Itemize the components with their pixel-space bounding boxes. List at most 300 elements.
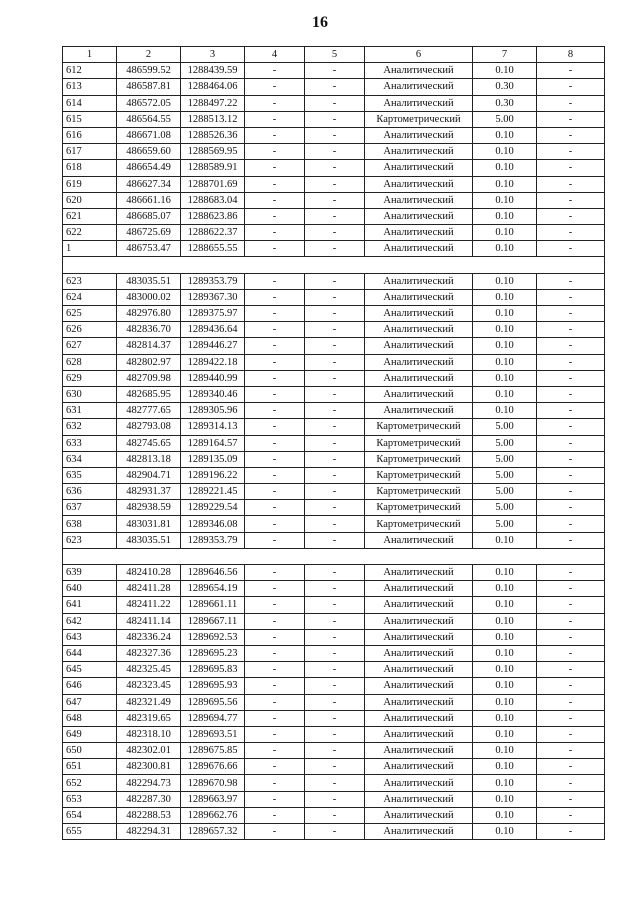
table-cell: - bbox=[245, 289, 305, 305]
table-cell: - bbox=[245, 759, 305, 775]
table-cell: 0.10 bbox=[473, 597, 537, 613]
table-cell: 1289440.99 bbox=[181, 370, 245, 386]
table-cell: - bbox=[245, 467, 305, 483]
table-cell: 482410.28 bbox=[117, 565, 181, 581]
table-cell: 486725.69 bbox=[117, 225, 181, 241]
table-cell: 1288589.91 bbox=[181, 160, 245, 176]
table-cell: - bbox=[537, 338, 605, 354]
table-cell: - bbox=[537, 306, 605, 322]
table-cell: - bbox=[305, 694, 365, 710]
table-cell: - bbox=[245, 144, 305, 160]
table-cell: 633 bbox=[63, 435, 117, 451]
table-cell: 0.10 bbox=[473, 694, 537, 710]
table-cell: - bbox=[305, 484, 365, 500]
table-cell: 486587.81 bbox=[117, 79, 181, 95]
table-cell: - bbox=[305, 500, 365, 516]
table-row bbox=[63, 435, 605, 451]
table-cell: 648 bbox=[63, 710, 117, 726]
table-cell: Аналитический bbox=[365, 289, 473, 305]
table-cell: - bbox=[245, 419, 305, 435]
table-cell: 482709.98 bbox=[117, 370, 181, 386]
table-cell: 483035.51 bbox=[117, 273, 181, 289]
table-cell: 636 bbox=[63, 484, 117, 500]
table-cell: 639 bbox=[63, 565, 117, 581]
table-cell: 0.10 bbox=[473, 386, 537, 402]
table-cell: - bbox=[537, 743, 605, 759]
table-cell: 0.10 bbox=[473, 807, 537, 823]
table-cell: 486572.05 bbox=[117, 95, 181, 111]
table-cell: 624 bbox=[63, 289, 117, 305]
table-cell: 5.00 bbox=[473, 419, 537, 435]
table-cell: 612 bbox=[63, 63, 117, 79]
table-cell: 653 bbox=[63, 791, 117, 807]
table-cell: 482411.22 bbox=[117, 597, 181, 613]
table-cell: Аналитический bbox=[365, 678, 473, 694]
table-cell: Аналитический bbox=[365, 273, 473, 289]
table-cell: - bbox=[305, 613, 365, 629]
table-cell: - bbox=[305, 95, 365, 111]
table-cell: 482814.37 bbox=[117, 338, 181, 354]
table-row bbox=[63, 79, 605, 95]
table-cell: 642 bbox=[63, 613, 117, 629]
table-cell: - bbox=[537, 403, 605, 419]
table-cell: Аналитический bbox=[365, 629, 473, 645]
table-cell: 1289305.96 bbox=[181, 403, 245, 419]
table-cell: - bbox=[245, 613, 305, 629]
table-cell: Аналитический bbox=[365, 403, 473, 419]
table-cell: - bbox=[537, 581, 605, 597]
table-cell: - bbox=[245, 322, 305, 338]
table-cell: Аналитический bbox=[365, 759, 473, 775]
table-cell: - bbox=[245, 63, 305, 79]
table-cell: 1289654.19 bbox=[181, 581, 245, 597]
header-cell: 6 bbox=[365, 47, 473, 63]
table-cell: Картометрический bbox=[365, 500, 473, 516]
table-row bbox=[63, 743, 605, 759]
table-cell: 1288683.04 bbox=[181, 192, 245, 208]
table-cell: 623 bbox=[63, 532, 117, 548]
table-cell: - bbox=[537, 613, 605, 629]
table-cell: 0.10 bbox=[473, 662, 537, 678]
table-row bbox=[63, 370, 605, 386]
table-cell: 0.10 bbox=[473, 613, 537, 629]
table-cell: - bbox=[305, 386, 365, 402]
table-cell: 0.10 bbox=[473, 208, 537, 224]
table-cell: Картометрический bbox=[365, 467, 473, 483]
table-cell: 1289657.32 bbox=[181, 824, 245, 840]
table-cell: 0.10 bbox=[473, 289, 537, 305]
table-cell: 482327.36 bbox=[117, 645, 181, 661]
table-row bbox=[63, 208, 605, 224]
table-cell: 1289375.97 bbox=[181, 306, 245, 322]
table-cell: 1288497.22 bbox=[181, 95, 245, 111]
table-cell: - bbox=[537, 322, 605, 338]
table-cell: 0.10 bbox=[473, 144, 537, 160]
table-cell: - bbox=[537, 532, 605, 548]
table-cell: Аналитический bbox=[365, 192, 473, 208]
table-cell: 482336.24 bbox=[117, 629, 181, 645]
table-cell: Аналитический bbox=[365, 322, 473, 338]
table-cell: - bbox=[537, 370, 605, 386]
table-cell: 482321.49 bbox=[117, 694, 181, 710]
table-cell: 0.10 bbox=[473, 791, 537, 807]
table-cell: 637 bbox=[63, 500, 117, 516]
table-cell: 482300.81 bbox=[117, 759, 181, 775]
table-row bbox=[63, 759, 605, 775]
table-cell: 0.10 bbox=[473, 338, 537, 354]
table-cell: - bbox=[245, 451, 305, 467]
table-cell: - bbox=[537, 208, 605, 224]
table-cell: Аналитический bbox=[365, 565, 473, 581]
table-cell: - bbox=[245, 79, 305, 95]
table-cell: 0.10 bbox=[473, 192, 537, 208]
table-cell: - bbox=[537, 565, 605, 581]
table-cell: 482325.45 bbox=[117, 662, 181, 678]
table-cell: - bbox=[245, 225, 305, 241]
table-cell: - bbox=[305, 710, 365, 726]
table-cell: - bbox=[305, 629, 365, 645]
table-row bbox=[63, 322, 605, 338]
table-cell: 643 bbox=[63, 629, 117, 645]
table-cell: 5.00 bbox=[473, 467, 537, 483]
table-cell: 1288655.55 bbox=[181, 241, 245, 257]
table-cell: 486753.47 bbox=[117, 241, 181, 257]
table-cell: 482323.45 bbox=[117, 678, 181, 694]
gap-cell bbox=[63, 548, 605, 564]
table-cell: 486599.52 bbox=[117, 63, 181, 79]
table-cell: - bbox=[305, 467, 365, 483]
table-cell: 482294.73 bbox=[117, 775, 181, 791]
table-cell: 618 bbox=[63, 160, 117, 176]
table-cell: - bbox=[245, 500, 305, 516]
table-cell: 635 bbox=[63, 467, 117, 483]
table-cell: 1289692.53 bbox=[181, 629, 245, 645]
table-cell: - bbox=[245, 370, 305, 386]
table-row bbox=[63, 451, 605, 467]
header-row bbox=[63, 47, 605, 63]
table-cell: 644 bbox=[63, 645, 117, 661]
table-cell: 0.10 bbox=[473, 306, 537, 322]
table-cell: 0.10 bbox=[473, 645, 537, 661]
table-cell: - bbox=[305, 176, 365, 192]
table-cell: 0.10 bbox=[473, 710, 537, 726]
table-cell: 655 bbox=[63, 824, 117, 840]
table-cell: 613 bbox=[63, 79, 117, 95]
table-cell: 1288623.86 bbox=[181, 208, 245, 224]
table-cell: 486671.08 bbox=[117, 127, 181, 143]
table-cell: 1289164.57 bbox=[181, 435, 245, 451]
table-row bbox=[63, 127, 605, 143]
table-cell: 0.10 bbox=[473, 370, 537, 386]
table-cell: 482938.59 bbox=[117, 500, 181, 516]
table-row bbox=[63, 662, 605, 678]
table-cell: 0.10 bbox=[473, 565, 537, 581]
table-row bbox=[63, 678, 605, 694]
table-cell: - bbox=[305, 759, 365, 775]
table-cell: - bbox=[245, 565, 305, 581]
table-cell: - bbox=[245, 338, 305, 354]
table-cell: - bbox=[537, 759, 605, 775]
table-cell: 482931.37 bbox=[117, 484, 181, 500]
table-cell: - bbox=[245, 273, 305, 289]
table-cell: 623 bbox=[63, 273, 117, 289]
table-cell: 0.10 bbox=[473, 759, 537, 775]
table-cell: - bbox=[305, 791, 365, 807]
table-cell: 1289353.79 bbox=[181, 273, 245, 289]
table-cell: Аналитический bbox=[365, 532, 473, 548]
table-cell: - bbox=[305, 273, 365, 289]
table-cell: - bbox=[305, 419, 365, 435]
table-cell: 625 bbox=[63, 306, 117, 322]
table-row bbox=[63, 241, 605, 257]
table-cell: 1289646.56 bbox=[181, 565, 245, 581]
table-cell: 1289667.11 bbox=[181, 613, 245, 629]
table-cell: 483031.81 bbox=[117, 516, 181, 532]
table-cell: 482777.65 bbox=[117, 403, 181, 419]
table-cell: 614 bbox=[63, 95, 117, 111]
table-cell: 0.10 bbox=[473, 176, 537, 192]
table-cell: 5.00 bbox=[473, 484, 537, 500]
table-cell: 5.00 bbox=[473, 451, 537, 467]
table-cell: 649 bbox=[63, 726, 117, 742]
table-cell: - bbox=[537, 451, 605, 467]
table-cell: - bbox=[305, 532, 365, 548]
table-cell: 5.00 bbox=[473, 516, 537, 532]
header-cell: 1 bbox=[63, 47, 117, 63]
table-cell: Аналитический bbox=[365, 79, 473, 95]
table-cell: - bbox=[245, 111, 305, 127]
header-cell: 4 bbox=[245, 47, 305, 63]
table-cell: 482836.70 bbox=[117, 322, 181, 338]
table-cell: - bbox=[537, 645, 605, 661]
table-cell: - bbox=[245, 532, 305, 548]
table-cell: 1289662.76 bbox=[181, 807, 245, 823]
table-cell: 1289446.27 bbox=[181, 338, 245, 354]
header-cell: 7 bbox=[473, 47, 537, 63]
table-cell: - bbox=[245, 403, 305, 419]
table-cell: 647 bbox=[63, 694, 117, 710]
table-cell: Аналитический bbox=[365, 386, 473, 402]
table-cell: 1289663.97 bbox=[181, 791, 245, 807]
table-cell: - bbox=[305, 225, 365, 241]
table-cell: 619 bbox=[63, 176, 117, 192]
table-row bbox=[63, 176, 605, 192]
table-cell: - bbox=[245, 581, 305, 597]
table-cell: - bbox=[537, 516, 605, 532]
table-cell: - bbox=[537, 273, 605, 289]
table-cell: - bbox=[305, 435, 365, 451]
header-cell: 2 bbox=[117, 47, 181, 63]
table-cell: - bbox=[245, 516, 305, 532]
table-cell: Аналитический bbox=[365, 645, 473, 661]
table-row bbox=[63, 532, 605, 548]
table-cell: - bbox=[305, 338, 365, 354]
table-cell: - bbox=[245, 791, 305, 807]
table-cell: 1289694.77 bbox=[181, 710, 245, 726]
table-cell: - bbox=[305, 403, 365, 419]
table-cell: 630 bbox=[63, 386, 117, 402]
table-gap-row bbox=[63, 257, 605, 273]
table-gap-row bbox=[63, 548, 605, 564]
table-cell: 646 bbox=[63, 678, 117, 694]
table-cell: 0.10 bbox=[473, 743, 537, 759]
table-cell: - bbox=[245, 743, 305, 759]
table-cell: 1289340.46 bbox=[181, 386, 245, 402]
table-cell: 0.30 bbox=[473, 79, 537, 95]
table-cell: 0.10 bbox=[473, 225, 537, 241]
table-row bbox=[63, 645, 605, 661]
table-cell: 0.10 bbox=[473, 581, 537, 597]
table-cell: - bbox=[305, 63, 365, 79]
table-cell: 652 bbox=[63, 775, 117, 791]
table-cell: - bbox=[537, 63, 605, 79]
table-cell: - bbox=[305, 807, 365, 823]
table-cell: 482813.18 bbox=[117, 451, 181, 467]
table-cell: 1289135.09 bbox=[181, 451, 245, 467]
table-cell: 1288513.12 bbox=[181, 111, 245, 127]
table-cell: - bbox=[537, 144, 605, 160]
table-cell: 621 bbox=[63, 208, 117, 224]
table-cell: 486661.16 bbox=[117, 192, 181, 208]
table-row bbox=[63, 289, 605, 305]
table-cell: - bbox=[537, 354, 605, 370]
table-cell: 482411.14 bbox=[117, 613, 181, 629]
table-cell: - bbox=[245, 95, 305, 111]
table-cell: 1289346.08 bbox=[181, 516, 245, 532]
table-cell: - bbox=[537, 775, 605, 791]
table-body bbox=[63, 63, 605, 840]
table-cell: 615 bbox=[63, 111, 117, 127]
table-cell: 0.10 bbox=[473, 678, 537, 694]
table-cell: - bbox=[245, 597, 305, 613]
table-cell: - bbox=[245, 645, 305, 661]
table-cell: 0.10 bbox=[473, 160, 537, 176]
table-cell: 1289695.83 bbox=[181, 662, 245, 678]
table-cell: - bbox=[537, 289, 605, 305]
table-row bbox=[63, 807, 605, 823]
table-cell: - bbox=[245, 775, 305, 791]
table-cell: Картометрический bbox=[365, 435, 473, 451]
table-cell: 650 bbox=[63, 743, 117, 759]
table-cell: - bbox=[305, 192, 365, 208]
table-cell: Картометрический bbox=[365, 484, 473, 500]
table-cell: Аналитический bbox=[365, 743, 473, 759]
table-cell: 482287.30 bbox=[117, 791, 181, 807]
table-cell: 622 bbox=[63, 225, 117, 241]
table-cell: 0.10 bbox=[473, 403, 537, 419]
table-cell: - bbox=[537, 467, 605, 483]
table-cell: 482802.97 bbox=[117, 354, 181, 370]
table-cell: - bbox=[537, 678, 605, 694]
table-row bbox=[63, 565, 605, 581]
table-cell: - bbox=[245, 306, 305, 322]
table-cell: - bbox=[305, 241, 365, 257]
table-cell: 486564.55 bbox=[117, 111, 181, 127]
table-cell: 486685.07 bbox=[117, 208, 181, 224]
table-cell: 1289695.23 bbox=[181, 645, 245, 661]
table-cell: 645 bbox=[63, 662, 117, 678]
table-row bbox=[63, 775, 605, 791]
table-row bbox=[63, 824, 605, 840]
table-cell: - bbox=[245, 824, 305, 840]
table-cell: - bbox=[305, 597, 365, 613]
table-cell: - bbox=[245, 662, 305, 678]
table-row bbox=[63, 386, 605, 402]
table-cell: - bbox=[537, 111, 605, 127]
table-cell: - bbox=[305, 581, 365, 597]
table-cell: Аналитический bbox=[365, 208, 473, 224]
table-cell: 640 bbox=[63, 581, 117, 597]
table-cell: 1289695.56 bbox=[181, 694, 245, 710]
table-cell: - bbox=[537, 386, 605, 402]
coordinates-table bbox=[62, 46, 605, 840]
table-row bbox=[63, 192, 605, 208]
table-cell: 628 bbox=[63, 354, 117, 370]
table-cell: 486627.34 bbox=[117, 176, 181, 192]
table-cell: 1288622.37 bbox=[181, 225, 245, 241]
table-cell: Аналитический bbox=[365, 160, 473, 176]
table-cell: Аналитический bbox=[365, 662, 473, 678]
table-cell: 1289436.64 bbox=[181, 322, 245, 338]
table-row bbox=[63, 726, 605, 742]
table-cell: - bbox=[537, 597, 605, 613]
table-cell: 486659.60 bbox=[117, 144, 181, 160]
table-header bbox=[63, 47, 605, 63]
table-cell: 1289229.54 bbox=[181, 500, 245, 516]
table-row bbox=[63, 629, 605, 645]
table-cell: 631 bbox=[63, 403, 117, 419]
table-cell: 1289367.30 bbox=[181, 289, 245, 305]
table-cell: - bbox=[245, 678, 305, 694]
table-cell: - bbox=[537, 435, 605, 451]
table-cell: 1289675.85 bbox=[181, 743, 245, 759]
table-row bbox=[63, 144, 605, 160]
table-cell: 482745.65 bbox=[117, 435, 181, 451]
table-row bbox=[63, 403, 605, 419]
table-cell: 0.10 bbox=[473, 629, 537, 645]
table-cell: - bbox=[537, 225, 605, 241]
table-row bbox=[63, 225, 605, 241]
table-row bbox=[63, 338, 605, 354]
table-cell: 1289353.79 bbox=[181, 532, 245, 548]
table-cell: 641 bbox=[63, 597, 117, 613]
table-cell: Аналитический bbox=[365, 306, 473, 322]
table-cell: - bbox=[537, 662, 605, 678]
table-cell: - bbox=[537, 500, 605, 516]
table-cell: 5.00 bbox=[473, 111, 537, 127]
table-cell: - bbox=[245, 127, 305, 143]
table-cell: - bbox=[305, 662, 365, 678]
table-cell: Аналитический bbox=[365, 241, 473, 257]
table-row bbox=[63, 111, 605, 127]
table-cell: - bbox=[305, 743, 365, 759]
table-cell: 0.10 bbox=[473, 322, 537, 338]
table-cell: - bbox=[537, 694, 605, 710]
table-cell: - bbox=[537, 160, 605, 176]
table-row bbox=[63, 516, 605, 532]
table-cell: 0.10 bbox=[473, 775, 537, 791]
table-cell: 627 bbox=[63, 338, 117, 354]
table-cell: 651 bbox=[63, 759, 117, 775]
table-cell: - bbox=[305, 306, 365, 322]
table-cell: Аналитический bbox=[365, 354, 473, 370]
table-cell: 482976.80 bbox=[117, 306, 181, 322]
table-cell: 5.00 bbox=[473, 500, 537, 516]
table-cell: 1289422.18 bbox=[181, 354, 245, 370]
table-row bbox=[63, 273, 605, 289]
table-cell: Аналитический bbox=[365, 613, 473, 629]
table-cell: - bbox=[305, 354, 365, 370]
